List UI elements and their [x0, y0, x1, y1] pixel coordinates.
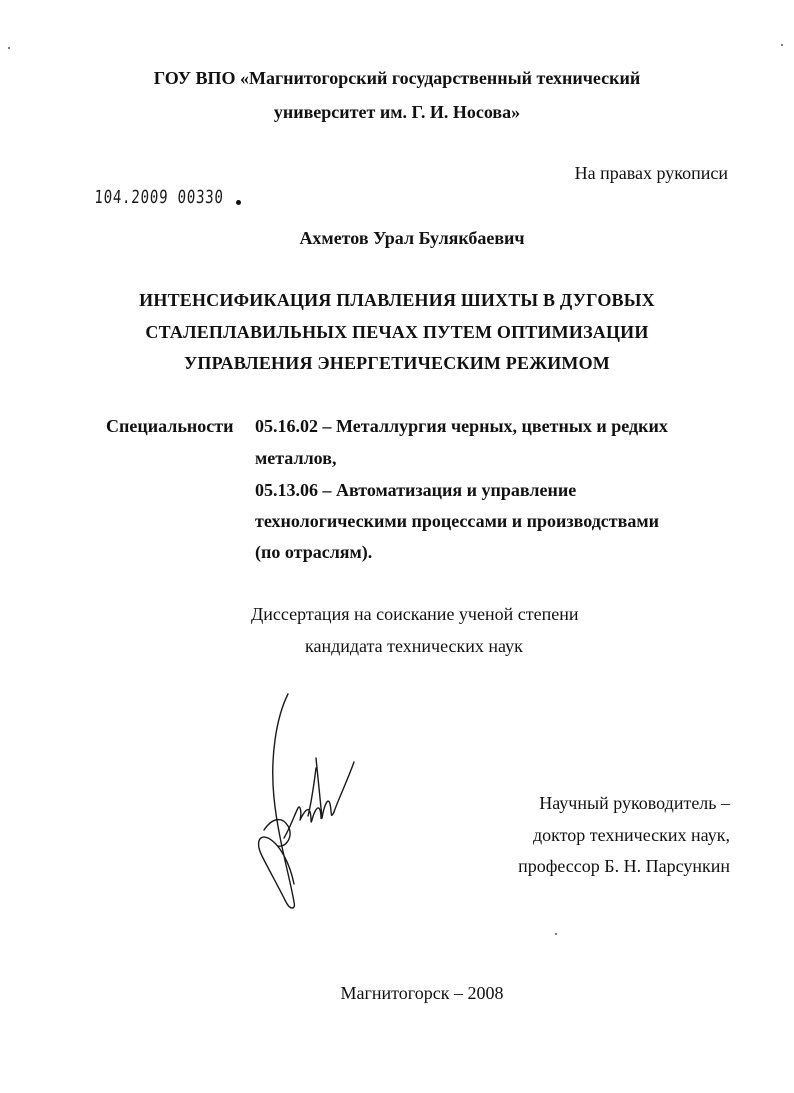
degree-line-1: Диссертация на соискание ученой степени — [251, 604, 579, 624]
supervisor-line-2: доктор технических наук, — [533, 825, 730, 845]
organization-line-1: ГОУ ВПО «Магнитогорский государственный технический — [153, 68, 641, 88]
signature-icon — [250, 688, 370, 913]
scan-speck — [8, 47, 10, 49]
specialty-line-5: (по отраслям). — [255, 542, 373, 562]
degree-line-2: кандидата технических наук — [305, 636, 523, 656]
organization-line-2: университет им. Г. И. Носова» — [273, 102, 521, 122]
scan-speck — [555, 933, 557, 935]
specialty-line-2: металлов, — [255, 448, 337, 468]
stamp-dot-icon — [236, 200, 241, 205]
title-line-3: УПРАВЛЕНИЯ ЭНЕРГЕТИЧЕСКИМ РЕЖИМОМ — [184, 353, 610, 373]
specialty-line-1: 05.16.02 – Металлургия черных, цветных и редких — [255, 416, 668, 436]
scan-speck — [781, 44, 783, 46]
specialty-line-4: технологическими процессами и производствами — [255, 511, 659, 531]
registration-stamp: 104.2009 00330 — [93, 187, 225, 208]
supervisor-line-3: профессор Б. Н. Парсункин — [518, 856, 730, 876]
supervisor-line-1: Научный руководитель – — [539, 793, 730, 813]
specialties-label: Специальности — [106, 416, 234, 436]
specialty-line-3: 05.13.06 – Автоматизация и управление — [255, 480, 577, 500]
author-name: Ахметов Урал Булякбаевич — [299, 228, 525, 248]
title-line-1: ИНТЕНСИФИКАЦИЯ ПЛАВЛЕНИЯ ШИХТЫ В ДУГОВЫХ — [139, 290, 655, 310]
title-line-2: СТАЛЕПЛАВИЛЬНЫХ ПЕЧАХ ПУТЕМ ОПТИМИЗАЦИИ — [145, 322, 649, 342]
rights-notice: На правах рукописи — [574, 163, 728, 183]
city-year: Магнитогорск – 2008 — [340, 983, 504, 1003]
